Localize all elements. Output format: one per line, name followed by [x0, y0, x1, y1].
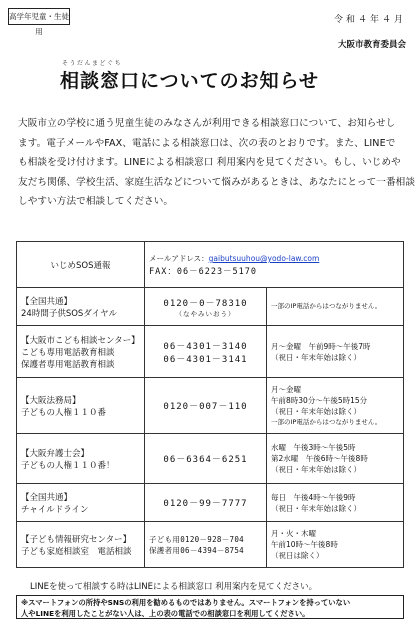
email-link[interactable]: gaibutsuuhou@yodo-law.com [208, 254, 320, 263]
grade-tag: 高学年児童・生徒用 [8, 8, 70, 25]
service-phone [145, 326, 267, 378]
service-name-line: 子どもの人権１１０番 [21, 407, 107, 418]
service-hours [267, 378, 404, 434]
hours-line: 第2水曜 午後6時～午後8時 [271, 454, 368, 463]
service-name-line: 【大阪法務局】 [21, 395, 81, 406]
hours-line: 午前8時30分～午後5時15分 [271, 395, 368, 405]
hours-line: （祝日・年末年始は除く） [271, 465, 361, 474]
phone-number: 06－4301－3141 [163, 354, 248, 365]
intro-paragraph [18, 114, 416, 212]
hours-line: （祝日・年末年始は除く） [271, 352, 361, 362]
service-contact [145, 242, 404, 288]
table-row [17, 326, 404, 378]
line-consultation-note: LINEを使って相談する時はLINEによる相談窓口 利用案内を見てください。 [30, 582, 318, 592]
hours-line: 水曜 午後3時～午後5時 [271, 443, 356, 452]
issue-date: 令和４年４月 [333, 15, 406, 25]
phone-number: 0120－99－7777 [163, 499, 248, 509]
phone-mnemonic: （なやみいおう） [175, 309, 236, 318]
service-name-line: 【大阪弁護士会】 [21, 448, 90, 459]
service-name-line: 【全国共通】 [21, 296, 73, 307]
service-name [17, 522, 145, 568]
service-phone [145, 522, 267, 568]
hours-line: 毎日 午後4時～午後9時 [271, 492, 356, 502]
service-hours [267, 434, 404, 484]
service-name [17, 434, 145, 484]
table-row [17, 242, 404, 288]
service-hours [267, 484, 404, 522]
service-phone [145, 288, 267, 326]
service-name-line: 【全国共通】 [21, 492, 73, 503]
service-name-line: チャイルドライン [21, 504, 89, 515]
hours-line: 月・火・木曜 [271, 529, 316, 538]
hours-line: 一部のIP電話からはつながりません。 [271, 302, 382, 310]
service-hours [267, 522, 404, 568]
phone-number: 0120－007－110 [163, 402, 248, 412]
fax-number: FAX：06－6223－5170 [149, 267, 258, 277]
intro-line: 大阪市立の学校に通う児童生徒のみなさんが利用できる相談窓口について、お知らせし [18, 118, 396, 129]
table-row [17, 378, 404, 434]
service-hours [267, 326, 404, 378]
service-phone [145, 484, 267, 522]
intro-line: ます。電子メールやFAX、電話による相談窓口は、次の表のとおりです。また、LINEで [18, 137, 396, 149]
service-hours [267, 288, 404, 326]
service-name-line: いじめSOS通報 [50, 260, 111, 271]
phone-number: 06－6364－6251 [163, 455, 248, 465]
email-label: メールアドレス：gaibutsuuhou@yodo-law.com [149, 254, 320, 263]
hours-line: 月～金曜 [271, 384, 301, 394]
service-name-line: 【子ども情報研究センター】 [21, 534, 132, 545]
phone-number: 06－4301－3140 [163, 341, 248, 352]
hours-line: （祝日・年末年始は除く） [271, 503, 361, 513]
service-name [17, 242, 145, 288]
intro-line: しやすい方法で相談してください。 [18, 196, 174, 207]
service-name [17, 326, 145, 378]
service-phone [145, 434, 267, 484]
service-phone [145, 378, 267, 434]
consultation-table [16, 241, 404, 568]
hours-line: （祝日・年末年始は除く） [271, 406, 361, 416]
notice-line: 人やLINEを利用したことがない人は、上の表の電話での相談窓口を利用してください。 [21, 609, 310, 618]
page-title: 相談窓口についてのお知らせ [60, 70, 320, 92]
phone-number: 0120－0－78310 [163, 298, 248, 309]
service-name-line: 子ども家庭相談室 電話相談 [21, 546, 132, 557]
hours-line: 月～金曜 午前9時～午後7時 [271, 341, 371, 351]
phone-number: 子ども用0120－928－704 [149, 534, 244, 544]
table-row [17, 484, 404, 522]
intro-line: も相談を受け付けます。LINEによる相談窓口 利用案内を見てください。もし、いじめや [18, 157, 401, 168]
service-name-line: 24時間子供SOSダイヤル [21, 308, 118, 319]
table-row [17, 288, 404, 326]
service-name-line: こども専用電話教育相談 [21, 347, 115, 358]
hours-line: （祝日は除く） [271, 551, 324, 560]
smartphone-notice [16, 595, 404, 619]
phone-number: 保護者用06－4394－8754 [149, 545, 244, 555]
service-name [17, 378, 145, 434]
intro-line: 友だち関係、学校生活、家庭生活などについて悩みがあるときは、あなたにとって一番相談 [18, 176, 416, 188]
service-name [17, 288, 145, 326]
table-row [17, 522, 404, 568]
issuing-organization: 大阪市教育委員会 [337, 40, 406, 50]
table-row [17, 434, 404, 484]
service-name [17, 484, 145, 522]
service-name-line: 子どもの人権１１０番！ [21, 460, 115, 471]
service-name-line: 【大阪市こども相談センター】 [21, 335, 140, 346]
hours-line: 一部のIP電話からはつながりません。 [271, 417, 382, 426]
service-name-line: 保護者専用電話教育相談 [21, 359, 115, 370]
hours-line: 午前10時～午後8時 [271, 540, 338, 549]
title-ruby: そうだんまどぐち [62, 60, 123, 67]
notice-line: ※スマートフォンの所持やSNSの利用を勧めるものではありません。スマートフォンを持っていない [21, 598, 351, 607]
issuer-block [334, 14, 406, 52]
